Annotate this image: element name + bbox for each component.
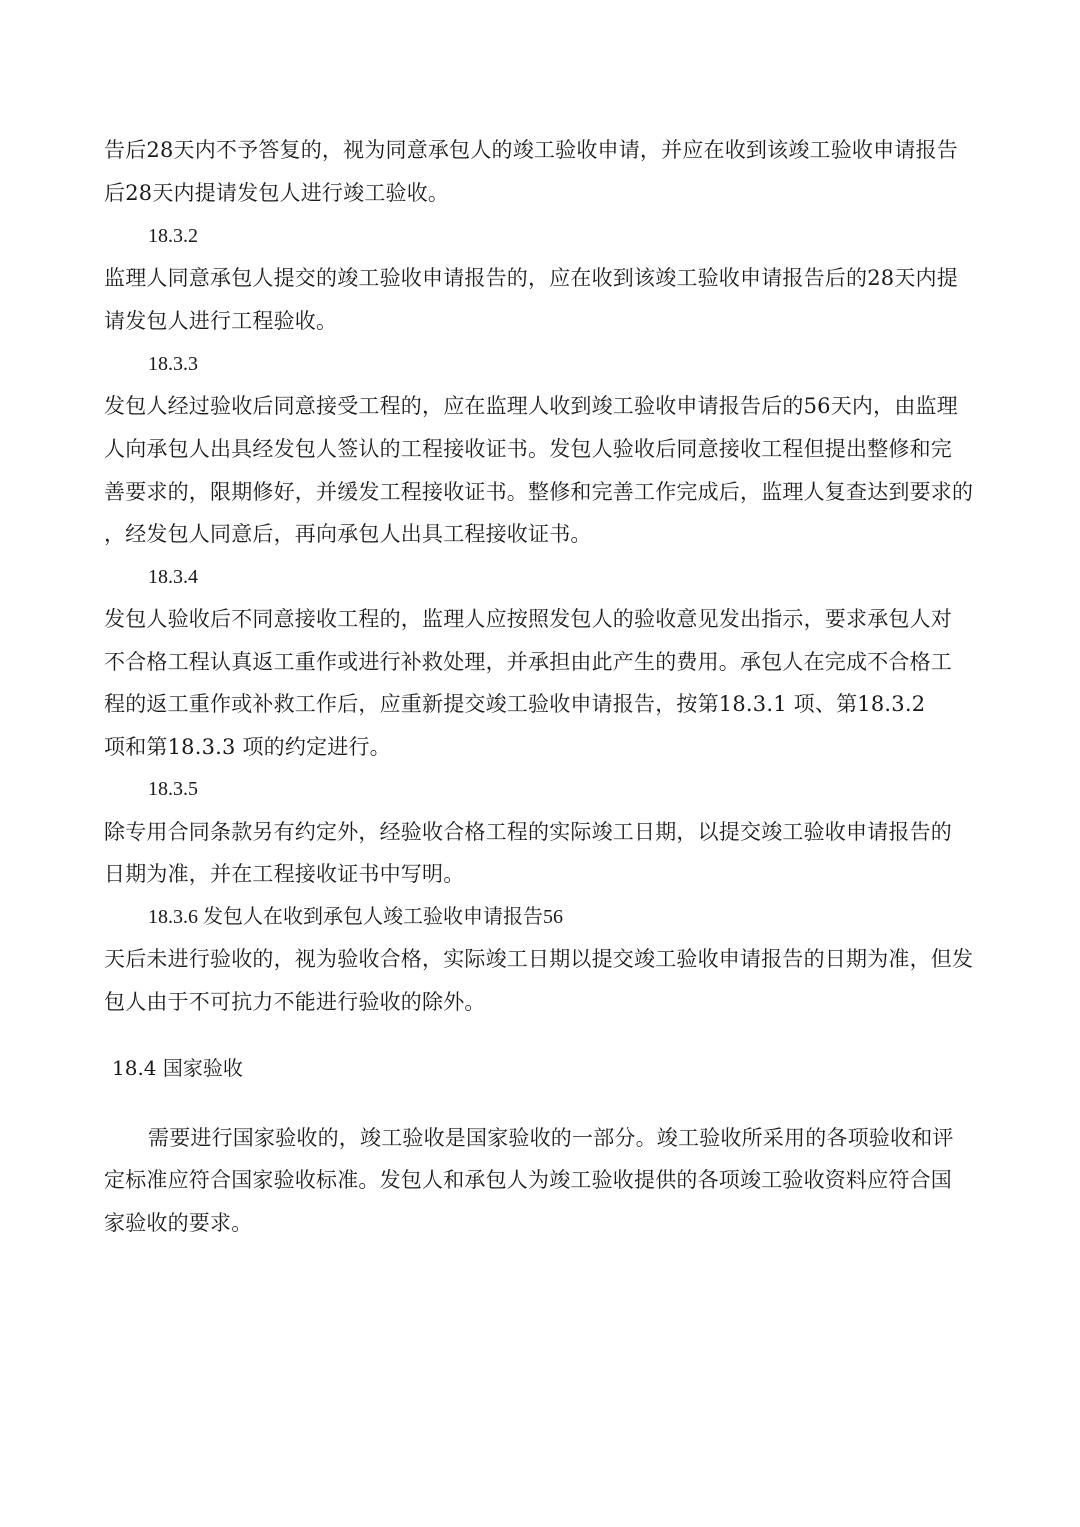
paragraph-line: 日期为准，并在工程接收证书中写明。 (104, 862, 465, 886)
paragraph-line: 请发包人进行工程验收。 (104, 309, 338, 333)
paragraph-line: 需要进行国家验收的，竣工验收是国家验收的一部分。竣工验收所采用的各项验收和评 (148, 1126, 954, 1150)
paragraph-line: 项和第18.3.3 项的约定进行。 (104, 735, 391, 759)
clause-number: 18.3.3 (148, 353, 198, 375)
clause-number: 18.3.6 发包人在收到承包人竣工验收申请报告56 (148, 906, 563, 928)
paragraph-line: 包人由于不可抗力不能进行验收的除外。 (104, 990, 486, 1014)
paragraph-line: 监理人同意承包人提交的竣工验收申请报告的，应在收到该竣工验收申请报告后的28天内提 (104, 266, 958, 290)
paragraph-line: 发包人验收后不同意接收工程的，监理人应按照发包人的验收意见发出指示，要求承包人对 (104, 607, 952, 631)
clause-number: 18.3.4 (148, 566, 198, 588)
clause-number: 18.3.5 (148, 778, 198, 800)
paragraph-line: 不合格工程认真返工重作或进行补救处理，并承担由此产生的费用。承包人在完成不合格工 (104, 650, 952, 674)
paragraph-line: ，经发包人同意后，再向承包人出具工程接收证书。 (104, 522, 592, 546)
paragraph-line: 程的返工重作或补救工作后，应重新提交竣工验收申请报告，按第18.3.1 项、第18.3.2 (104, 692, 926, 716)
paragraph-line: 善要求的，限期修好，并缓发工程接收证书。整修和完善工作完成后，监理人复查达到要求的 (104, 480, 974, 504)
clause-number: 18.3.2 (148, 225, 198, 247)
paragraph-line: 告后28天内不予答复的，视为同意承包人的竣工验收申请，并应在收到该竣工验收申请报告 (104, 138, 958, 162)
paragraph-line: 除专用合同条款另有约定外，经验收合格工程的实际竣工日期，以提交竣工验收申请报告的 (104, 820, 952, 844)
paragraph-line: 天后未进行验收的，视为验收合格，实际竣工日期以提交竣工验收申请报告的日期为准，但发 (104, 947, 974, 971)
paragraph-line: 定标准应符合国家验收标准。发包人和承包人为竣工验收提供的各项竣工验收资料应符合国 (104, 1168, 952, 1192)
paragraph-line: 家验收的要求。 (104, 1211, 253, 1235)
paragraph-line: 后28天内提请发包人进行竣工验收。 (104, 181, 450, 205)
paragraph-line: 人向承包人出具经发包人签认的工程接收证书。发包人验收后同意接收工程但提出整修和完 (104, 437, 952, 461)
section-heading: 18.4 国家验收 (112, 1056, 243, 1080)
paragraph-line: 发包人经过验收后同意接受工程的，应在监理人收到竣工验收申请报告后的56天内，由监理 (104, 394, 958, 418)
